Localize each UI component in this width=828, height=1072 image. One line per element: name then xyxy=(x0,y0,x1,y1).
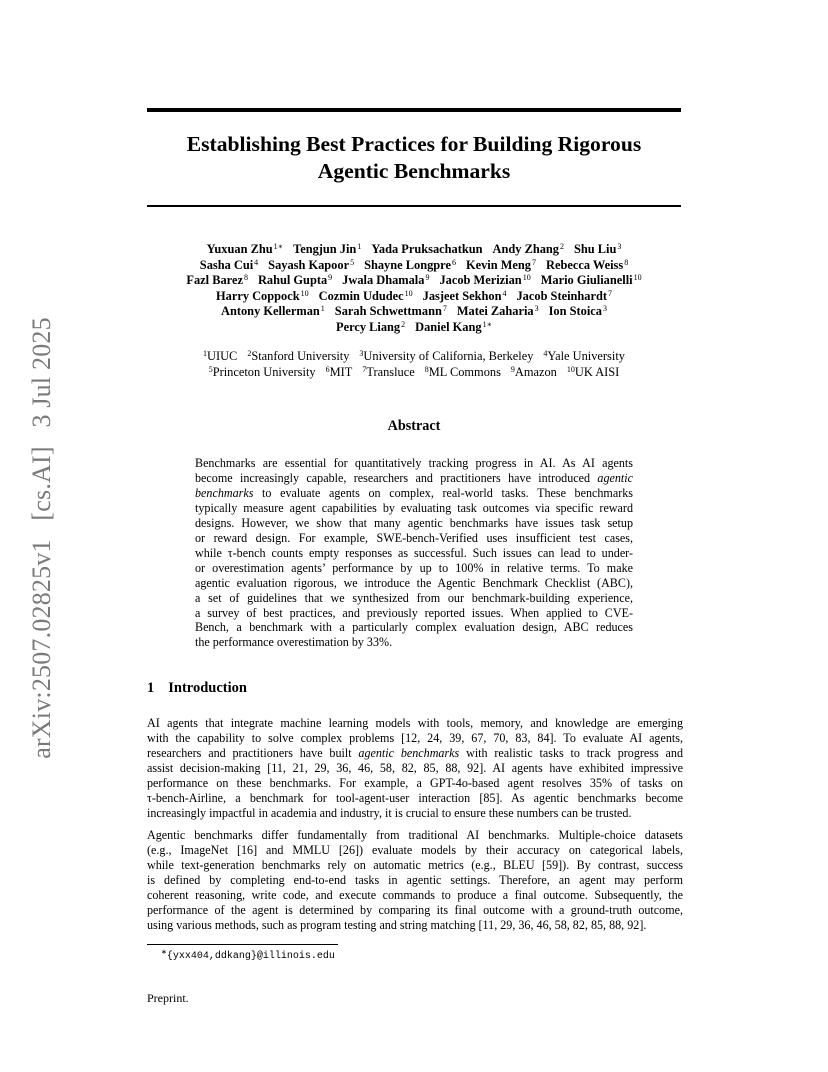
affiliation: $^2$Stanford University xyxy=(247,349,350,363)
body-line: using various methods, such as program testing and string matching [11, 29, 36, 46, 58, 82, 85, 88, 92]. xyxy=(147,917,647,932)
author-name: Sayash Kapoor$^5$ xyxy=(268,257,355,272)
author-name: Daniel Kang$^{1∗}$ xyxy=(415,319,492,334)
preprint-label: Preprint. xyxy=(147,991,189,1005)
author-name: Jwala Dhamala$^9$ xyxy=(342,273,430,287)
affiliation: $^3$University of California, Berkeley xyxy=(359,349,534,363)
author-name: Tengjun Jin$^1$ xyxy=(293,242,362,256)
abstract-line: become increasingly capable, researchers and practitioners have introduced agentic xyxy=(195,470,633,485)
author-name: Harry Coppock$^{10}$ xyxy=(215,288,309,303)
affiliation-mark: 2 xyxy=(560,242,565,251)
arxiv-id: arXiv:2507.02825v1 xyxy=(27,539,56,759)
affiliation-mark: 6 xyxy=(451,257,456,267)
affiliation-mark: 7 xyxy=(442,304,447,313)
body-line: (e.g., ImageNet [16] and MMLU [26]) evaluate models by their accuracy on categorical labels, xyxy=(147,842,683,857)
affiliation-mark: 1∗ xyxy=(482,319,492,329)
author-name: Ion Stoica$^3$ xyxy=(548,304,607,318)
affiliation-mark: 1 xyxy=(357,242,362,251)
affiliation-mark: 4 xyxy=(254,257,259,267)
abstract-emph: benchmarks xyxy=(195,485,254,500)
abstract-line: a survey of best practices, and previously reported issues. When applied to CVE- xyxy=(195,605,633,620)
footnote-rule xyxy=(147,944,338,945)
abstract-line: or overestimation agents’ performance by up to 100% in relative terms. To make xyxy=(195,560,633,575)
section-title: Introduction xyxy=(168,680,247,696)
title-top-rule xyxy=(147,108,681,112)
affiliation: $^9$Amazon xyxy=(510,365,557,379)
affiliation-mark: 10 xyxy=(633,273,642,282)
title-bottom-rule xyxy=(147,205,681,207)
abstract-line: typically measure agent capabilities by evaluating task outcomes via specific reward xyxy=(195,500,633,515)
body-line: with the capability to solve complex problems [12, 24, 39, 67, 70, 83, 84]. To evaluate AI agents, xyxy=(147,730,683,745)
affiliation: $^{10}$UK AISI xyxy=(566,365,620,379)
author-name: Percy Liang$^2$ xyxy=(336,319,406,334)
affiliation-mark: 1 xyxy=(320,304,325,313)
body-line: increasingly impactful in academia and industry, it is crucial to ensure these numbers can be trusted. xyxy=(147,805,632,820)
affiliation-mark: 3 xyxy=(602,304,607,313)
footnote xyxy=(161,948,335,962)
author-line xyxy=(140,289,688,305)
body-line: assist decision-making [11, 21, 29, 36, 46, 58, 82, 85, 88, 92]. AI agents have exhibited impressive xyxy=(147,760,683,775)
affiliation-line xyxy=(140,364,688,380)
intro-paragraph-2 xyxy=(147,828,683,933)
affiliation: $^1$UIUC xyxy=(203,349,238,363)
body-line: while text-generation benchmarks rely on automatic metrics (e.g., BLEU [59]). By contrast, success xyxy=(147,857,683,872)
body-line: is defined by completing end-to-end tasks in agentic settings. Therefore, an agent may perform xyxy=(147,872,683,887)
footnote-mark: ∗ xyxy=(161,948,167,956)
author-name: Jacob Steinhardt$^7$ xyxy=(516,288,613,303)
body-line: performance of the agent is determined by comparing its final outcome with a ground-truth outcome, xyxy=(147,902,683,917)
author-list xyxy=(140,242,688,335)
abstract-line: Benchmarks are essential for quantitatively tracking progress in AI. As AI agents xyxy=(195,456,633,470)
affiliation-mark: 2 xyxy=(401,319,406,329)
affiliation-mark: 3 xyxy=(617,242,622,251)
section-number: 1 xyxy=(147,680,155,696)
abstract-line: while τ-bench counts empty responses as successful. Such issues can lead to under- xyxy=(195,545,633,560)
abstract-line: Bench, a benchmark with a particularly complex evaluation design, ABC reduces xyxy=(195,620,633,635)
title-line-1: Establishing Best Practices for Building Rigorous xyxy=(186,132,642,156)
arxiv-date: 3 Jul 2025 xyxy=(27,317,56,428)
paper-title xyxy=(147,131,681,185)
affiliation: $^6$MIT xyxy=(325,365,353,379)
affiliation-mark: 10 xyxy=(404,288,413,298)
intro-paragraph-1 xyxy=(147,716,683,821)
affiliation: $^8$ML Commons xyxy=(424,365,501,379)
body-line: Agentic benchmarks differ fundamentally from traditional AI benchmarks. Multiple-choice datasets xyxy=(147,828,683,842)
author-line xyxy=(140,320,688,336)
arxiv-category: [cs.AI] xyxy=(27,446,56,521)
author-name: Shayne Longpre$^6$ xyxy=(364,257,456,272)
author-name: Yada Pruksachatkun xyxy=(371,242,483,256)
footnote-email: {yxx404,ddkang}@illinois.edu xyxy=(166,951,335,962)
author-line xyxy=(140,242,688,258)
affiliation-mark: 7 xyxy=(532,257,536,267)
affiliation-mark: 1∗ xyxy=(273,242,284,251)
author-name: Shu Liu$^3$ xyxy=(574,242,622,256)
affiliation: $^4$Yale University xyxy=(543,349,625,363)
author-name: Jacob Merizian$^{10}$ xyxy=(439,273,531,287)
body-line: τ-bench-Airline, a benchmark for tool-agent-user interaction [85]. As agentic benchmarks become xyxy=(147,790,683,805)
abstract-emph: agentic xyxy=(597,470,633,485)
author-name: Sarah Schwettmann$^7$ xyxy=(334,304,447,318)
body-line: researchers and practitioners have built agentic benchmarks with realistic tasks to track progress and xyxy=(147,745,683,760)
author-line xyxy=(140,273,688,289)
author-name: Mario Giulianelli$^{10}$ xyxy=(540,273,642,287)
author-name: Sasha Cui$^4$ xyxy=(199,257,259,272)
abstract-line: benchmarks to evaluate agents on complex, real-world tasks. These benchmarks xyxy=(195,485,633,500)
author-name: Matei Zaharia$^3$ xyxy=(456,304,539,318)
affiliation-mark: 3 xyxy=(534,304,539,313)
author-name: Cozmin Ududec$^{10}$ xyxy=(318,288,413,303)
title-line-2: Agentic Benchmarks xyxy=(317,159,511,183)
affiliation-line xyxy=(140,348,688,364)
author-name: Kevin Meng$^7$ xyxy=(465,257,536,272)
affiliation-mark: 10 xyxy=(300,288,309,298)
author-name: Antony Kellerman$^1$ xyxy=(221,304,325,318)
abstract-line: or reward design. For example, SWE-bench-Verified uses insufficient test cases, xyxy=(195,530,633,545)
abstract-line: a set of guidelines that we synthesized from our benchmark-building experience, xyxy=(195,590,633,605)
abstract-line: the performance overestimation by 33%. xyxy=(195,635,393,650)
affiliation-mark: 4 xyxy=(502,288,507,298)
affiliation: $^7$Transluce xyxy=(362,365,415,379)
author-name: Fazl Barez$^8$ xyxy=(186,273,248,287)
affiliation-mark: 9 xyxy=(425,273,430,282)
author-name: Jasjeet Sekhon$^4$ xyxy=(422,288,507,303)
affiliation-mark: 5 xyxy=(350,257,355,267)
arxiv-stamp xyxy=(27,311,57,765)
abstract-line: agentic evaluation rigorous, we introduce the Agentic Benchmark Checklist (ABC), xyxy=(195,575,633,590)
body-line: coherent reasoning, write code, and execute commands to produce a final outcome. Subsequently, the xyxy=(147,887,683,902)
affiliation-list xyxy=(140,348,688,380)
body-line: performance on these benchmarks. For example, a GPT-4o-based agent resolves 35% of tasks on xyxy=(147,775,683,790)
author-line xyxy=(140,304,688,320)
body-emph: agentic benchmarks xyxy=(358,745,460,760)
affiliation-mark: 10 xyxy=(522,273,531,282)
author-line xyxy=(140,258,688,274)
author-name: Rahul Gupta$^9$ xyxy=(257,273,333,287)
section-heading xyxy=(147,680,247,697)
author-name: Rebecca Weiss$^8$ xyxy=(546,257,629,272)
author-name: Yuxuan Zhu$^{1∗}$ xyxy=(206,242,284,256)
affiliation-mark: 7 xyxy=(608,288,613,298)
abstract-line: designs. However, we show that many agentic benchmarks have issues task setup xyxy=(195,515,633,530)
abstract-body xyxy=(195,456,633,650)
affiliation-mark: 8 xyxy=(624,257,629,267)
affiliation-mark: 8 xyxy=(243,273,248,282)
affiliation: $^5$Princeton University xyxy=(208,365,316,379)
body-line: AI agents that integrate machine learning models with tools, memory, and knowledge are emerging xyxy=(147,716,683,730)
abstract-heading: Abstract xyxy=(387,418,441,434)
affiliation-mark: 9 xyxy=(328,273,333,282)
author-name: Andy Zhang$^2$ xyxy=(492,242,565,256)
